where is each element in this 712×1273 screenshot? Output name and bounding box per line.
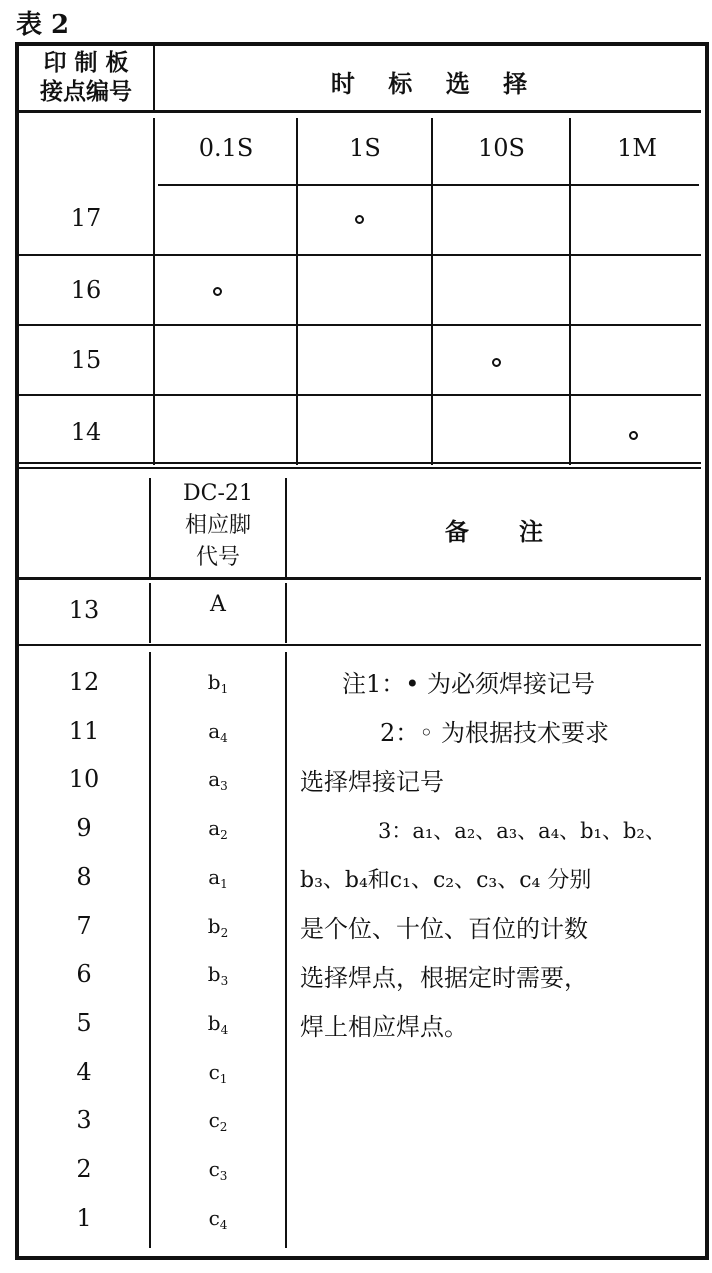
row-id: 6 [76, 960, 92, 989]
optional-solder-mark [492, 358, 501, 367]
divider [19, 577, 701, 580]
note-line: 注1：• 为必须焊接记号 [342, 670, 596, 698]
corner-header [20, 48, 152, 106]
row-id: 10 [68, 765, 100, 794]
row-id: 7 [76, 911, 92, 940]
pin-subscript: 2 [219, 1120, 228, 1135]
row-id: 8 [76, 862, 92, 891]
pin-subscript: 2 [220, 925, 229, 940]
pin-header-line: DC-21 [183, 481, 253, 506]
corner-header-line: 印 制 板 [43, 49, 129, 76]
pin-letter: b [207, 670, 221, 694]
pin-letter: a [208, 864, 221, 889]
optional-solder-mark [355, 215, 364, 224]
row-id: 12 [68, 668, 100, 696]
note-line: 焊上相应焊点。 [300, 1013, 468, 1041]
pin-header [152, 478, 284, 574]
row-id: 17 [70, 204, 102, 232]
pin-subscript: 4 [220, 730, 228, 745]
column-header: 1M [617, 134, 657, 162]
pin-subscript: 4 [219, 1217, 228, 1232]
pin-letter: b [207, 962, 221, 987]
pin-code [152, 1206, 284, 1232]
row-id: 13 [68, 596, 100, 624]
pin-code [152, 1011, 284, 1037]
divider [19, 394, 701, 396]
note-line: 2：◦ 为根据技术要求 [380, 719, 610, 747]
row-id: 11 [68, 716, 100, 745]
divider [153, 118, 155, 465]
pin-code [152, 719, 284, 745]
column-header: 10S [478, 134, 525, 162]
pin-subscript: 3 [219, 1169, 228, 1183]
pin-code [152, 914, 284, 940]
divider [19, 324, 701, 326]
divider [19, 254, 701, 256]
pin-header-line: 相应脚 [184, 513, 251, 538]
pin-letter: a [208, 816, 221, 841]
row-id: 5 [76, 1008, 92, 1037]
row-id: 4 [76, 1057, 92, 1086]
divider [285, 478, 287, 578]
remarks-header: 备 注 [444, 517, 544, 546]
pin-letter: c [208, 1157, 220, 1181]
pin-subscript: 3 [220, 779, 228, 794]
pin-letter: c [208, 1108, 220, 1133]
pin-subscript: 1 [220, 876, 228, 891]
table-title: 表 2 [16, 10, 70, 40]
divider [431, 118, 433, 465]
optional-solder-mark [629, 431, 638, 440]
divider [19, 644, 701, 646]
note-line: 3：a₁、a₂、a₃、a₄、b₁、b₂、 [378, 819, 666, 843]
pin-code [152, 962, 284, 988]
divider [149, 583, 151, 643]
pin-letter: a [208, 718, 221, 743]
optional-solder-mark [213, 287, 222, 296]
pin-code [152, 1157, 284, 1183]
pin-letter: b [207, 1010, 221, 1035]
pin-code [152, 816, 284, 842]
divider [569, 118, 571, 465]
divider [153, 46, 155, 110]
divider [19, 467, 701, 469]
pin-subscript: 4 [220, 1022, 229, 1037]
row-id: 16 [70, 276, 102, 304]
note-line: 选择焊接记号 [300, 768, 444, 796]
pin-subscript: 3 [220, 974, 229, 989]
divider [19, 110, 701, 113]
column-header: 0.1S [198, 134, 254, 162]
note-line: 是个位、十位、百位的计数 [300, 915, 588, 943]
pin-subscript: 1 [220, 682, 229, 696]
divider [149, 652, 151, 1248]
divider [285, 652, 287, 1248]
row-id: 1 [76, 1203, 92, 1232]
divider [296, 118, 298, 465]
pin-subscript: 1 [219, 1071, 228, 1086]
pin-code [152, 1108, 284, 1134]
divider [19, 462, 701, 464]
divider [158, 184, 699, 186]
column-header: 1S [349, 134, 381, 162]
pin-subscript: 2 [220, 828, 228, 843]
row-id: 14 [70, 418, 102, 446]
pin-code [152, 1060, 284, 1086]
row-id: 2 [76, 1155, 92, 1183]
corner-header-line: 接点编号 [40, 78, 132, 105]
pin-code: A [210, 592, 226, 617]
pin-letter: a [208, 767, 221, 792]
pin-code [152, 865, 284, 891]
pin-code [152, 767, 284, 793]
row-id: 9 [76, 814, 92, 843]
pin-code [152, 670, 284, 696]
row-id: 3 [76, 1106, 92, 1135]
pin-letter: c [208, 1059, 220, 1084]
group-header: 时 标 选 择 [330, 69, 528, 98]
row-id: 15 [70, 346, 102, 374]
divider [149, 478, 151, 578]
pin-letter: c [208, 1205, 220, 1230]
pin-header-line: 代号 [195, 545, 240, 570]
note-line: b₃、b₄和c₁、c₂、c₃、c₄ 分别 [300, 868, 592, 893]
pin-letter: b [207, 913, 221, 938]
note-line: 选择焊点，根据定时需要， [300, 964, 588, 992]
divider [285, 583, 287, 643]
